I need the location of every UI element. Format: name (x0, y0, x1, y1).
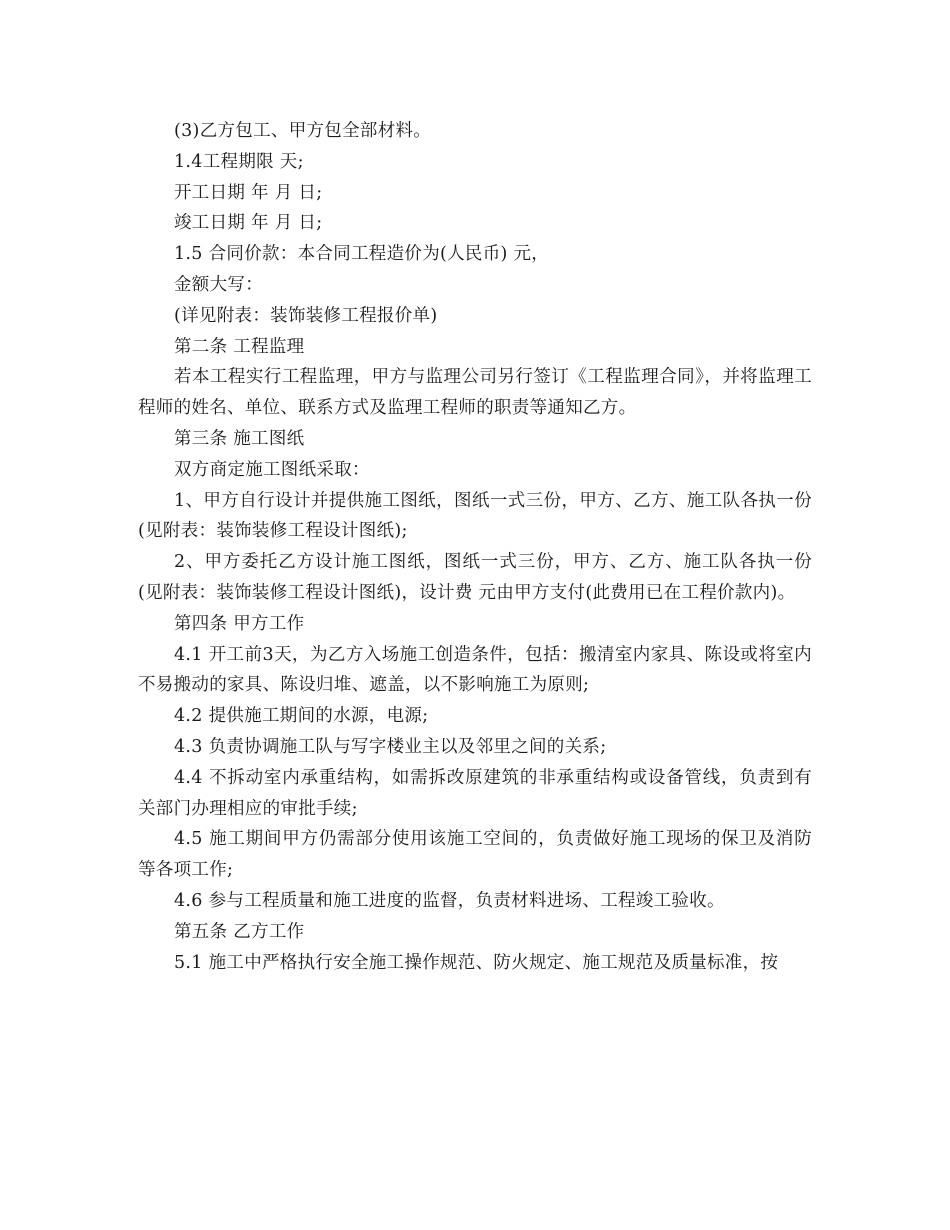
paragraph-drawings-option-2: 2、甲方委托乙方设计施工图纸，图纸一式三份，甲方、乙方、施工队各执一份(见附表：装饰装修工程设计图纸)，设计费 元由甲方支付(此费用已在工程价款内)。 (138, 552, 812, 603)
paragraph-party-a-4-4: 4.4 不拆动室内承重结构，如需拆改原建筑的非承重结构或设备管线，负责到有关部门办理相应的审批手续; (138, 767, 812, 819)
heading-article-2: 第二条 工程监理 (174, 336, 305, 357)
paragraph-drawings-option-1: 1、甲方自行设计并提供施工图纸，图纸一式三份，甲方、乙方、施工队各执一份(见附表：装饰装修工程设计图纸); (138, 490, 812, 542)
contract-body (138, 116, 812, 978)
paragraph-quotation-note: (详见附表：装饰装修工程报价单) (174, 305, 438, 326)
paragraph-party-a-4-2: 4.2 提供施工期间的水源，电源; (174, 706, 429, 727)
paragraph-drawings-intro: 双方商定施工图纸采取： (174, 459, 370, 480)
heading-article-3: 第三条 施工图纸 (174, 428, 305, 449)
paragraph-completion-date: 竣工日期 年 月 日; (174, 213, 323, 234)
paragraph-amount-in-words: 金额大写： (174, 274, 263, 295)
heading-article-5: 第五条 乙方工作 (174, 921, 305, 942)
paragraph-contract-mode-3: (3)乙方包工、甲方包全部材料。 (174, 121, 432, 141)
paragraph-contract-price: 1.5 合同价款：本合同工程造价为(人民币) 元， (174, 244, 550, 265)
paragraph-project-duration: 1.4工程期限 天; (174, 151, 304, 172)
paragraph-party-a-4-5: 4.5 施工期间甲方仍需部分使用该施工空间的，负责做好施工现场的保卫及消防等各项工作; (138, 829, 812, 881)
paragraph-party-b-5-1: 5.1 施工中严格执行安全施工操作规范、防火规定、施工规范及质量标准，按 (174, 952, 779, 973)
paragraph-supervision: 若本工程实行工程监理，甲方与监理公司另行签订《工程监理合同》，并将监理工程师的姓名、单位、联系方式及监理工程师的职责等通知乙方。 (138, 367, 812, 419)
paragraph-start-date: 开工日期 年 月 日; (174, 182, 323, 203)
heading-article-4: 第四条 甲方工作 (174, 613, 305, 634)
paragraph-party-a-4-1: 4.1 开工前3天，为乙方入场施工创造条件，包括：搬清室内家具、陈设或将室内不易搬动的家具、陈设归堆、遮盖，以不影响施工为原则; (138, 644, 812, 696)
paragraph-party-a-4-3: 4.3 负责协调施工队与写字楼业主以及邻里之间的关系; (174, 736, 607, 757)
paragraph-party-a-4-6: 4.6 参与工程质量和施工进度的监督，负责材料进场、工程竣工验收。 (174, 890, 725, 911)
